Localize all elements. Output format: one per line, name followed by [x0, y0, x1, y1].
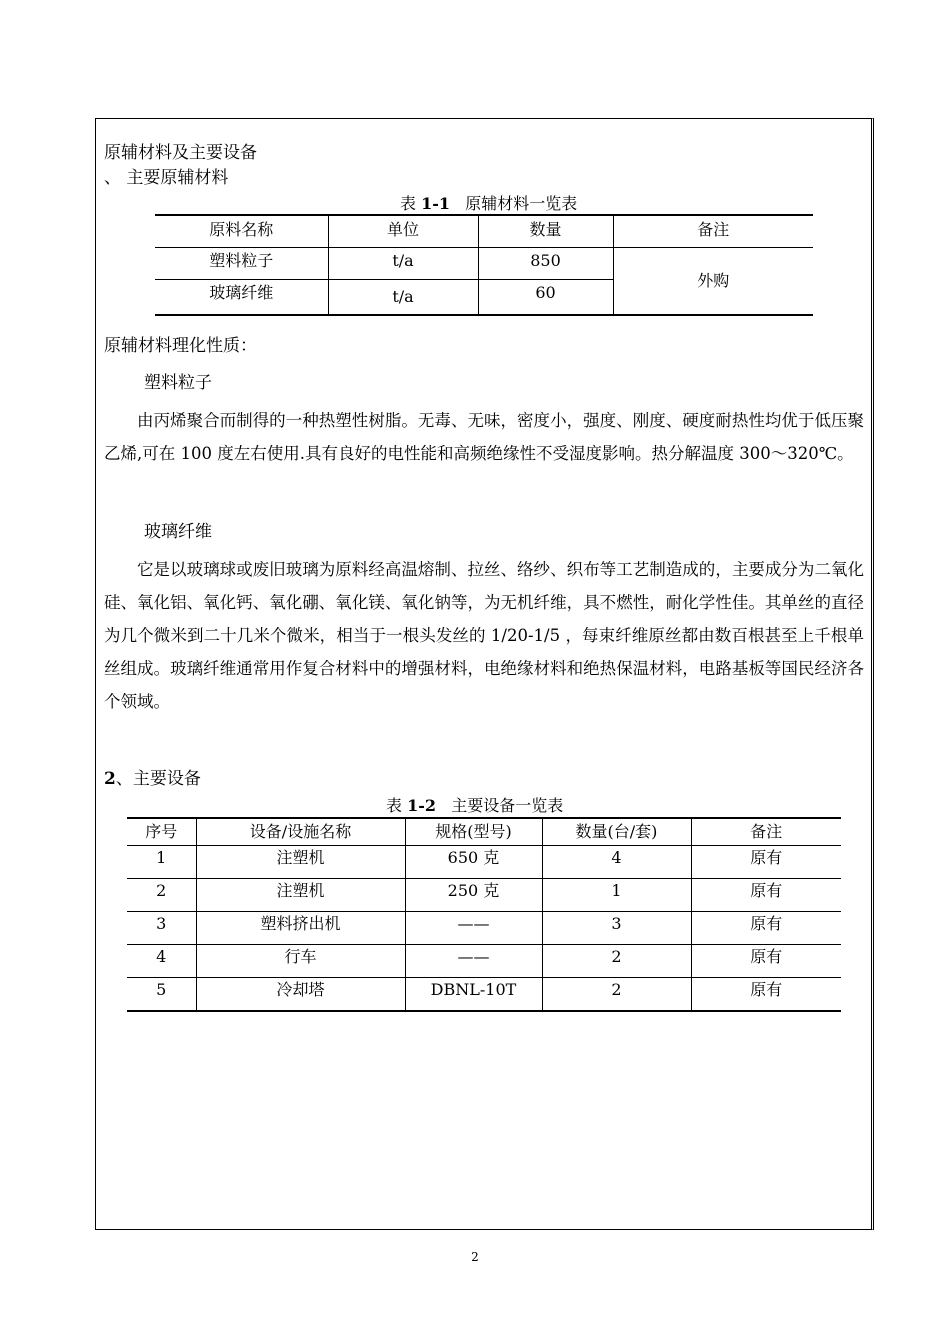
caption-title: 主要设备一览表 [451, 796, 564, 815]
table-cell: —— [405, 945, 542, 978]
table-cell: 原有 [691, 912, 841, 945]
caption-prefix: 表 [386, 796, 403, 815]
header-cell: 原料名称 [155, 215, 328, 248]
caption-title: 原辅材料一览表 [465, 194, 578, 213]
caption-number: 1-1 [421, 194, 451, 213]
subsection-title: 、 主要原辅材料 [104, 168, 229, 188]
table-cell: 3 [127, 912, 196, 945]
table-cell: t/a [328, 280, 478, 316]
item2-title: 玻璃纤维 [144, 522, 212, 542]
table-cell: 3 [542, 912, 691, 945]
heading-text: 、主要设备 [115, 769, 201, 789]
table-cell: 注塑机 [196, 846, 405, 879]
table-cell: 玻璃纤维 [155, 280, 328, 316]
table-cell: 冷却塔 [196, 978, 405, 1012]
item1-text: 由丙烯聚合而制得的一种热塑性树脂。无毒、无味，密度小，强度、刚度、硬度耐热性均优于低压聚乙烯,可在 100 度左右使用.具有良好的电性能和高频绝缘性不受湿度影响。热分解温度 300～320℃。 [104, 411, 864, 463]
item1-title: 塑料粒子 [144, 373, 212, 393]
table-row [127, 978, 841, 1012]
table-cell: 原有 [691, 945, 841, 978]
table-cell: 650 克 [405, 846, 542, 879]
header-cell: 数量(台/套) [542, 818, 691, 846]
page-number: 2 [471, 1250, 479, 1264]
table-cell: —— [405, 912, 542, 945]
table-row [127, 879, 841, 912]
heading-number: 2 [104, 769, 116, 789]
table-cell: 60 [478, 280, 613, 316]
raw-materials-table [155, 214, 813, 316]
header-cell: 数量 [478, 215, 613, 248]
table-cell: 塑料挤出机 [196, 912, 405, 945]
table-cell: 原有 [691, 978, 841, 1012]
table-cell: 5 [127, 978, 196, 1012]
table-cell: 2 [127, 879, 196, 912]
table-header-row [127, 818, 841, 846]
table-cell: 850 [478, 248, 613, 280]
table-cell: 1 [127, 846, 196, 879]
table-cell: 250 克 [405, 879, 542, 912]
table-row [155, 248, 813, 280]
table-cell: 2 [542, 978, 691, 1012]
table-cell: 2 [542, 945, 691, 978]
table-header-row [155, 215, 813, 248]
table-row [127, 945, 841, 978]
header-cell: 序号 [127, 818, 196, 846]
table-cell: 行车 [196, 945, 405, 978]
header-cell: 规格(型号) [405, 818, 542, 846]
table-cell: 注塑机 [196, 879, 405, 912]
caption-number: 1-2 [407, 796, 437, 815]
caption-prefix: 表 [400, 194, 417, 213]
header-cell: 备注 [613, 215, 813, 248]
table-cell: 4 [542, 846, 691, 879]
table-row [127, 912, 841, 945]
item2-text: 它是以玻璃球或废旧玻璃为原料经高温熔制、拉丝、络纱、织布等工艺制造成的，主要成分为二氧化硅、氧化铝、氧化钙、氧化硼、氧化镁、氧化钠等，为无机纤维，具不燃性，耐化学性佳。其单丝的直径为几个微米到二十几米个微米，相当于一根头发丝的 1/20-1/5 ，每束纤维原丝都由数百根甚至上千根单丝组成。玻璃纤维通常用作复合材料中的增强材料，电绝缘材料和绝热保温材料，电路基板等国民经济各个领域。 [104, 560, 864, 711]
table1-caption [400, 191, 577, 214]
equipment-heading [104, 769, 201, 789]
table-cell: 1 [542, 879, 691, 912]
table-row [127, 846, 841, 879]
table-cell: DBNL-10T [405, 978, 542, 1012]
properties-heading: 原辅材料理化性质： [104, 336, 257, 356]
header-cell: 备注 [691, 818, 841, 846]
section-title: 原辅材料及主要设备 [104, 143, 257, 163]
table-cell: t/a [328, 248, 478, 280]
equipment-table [127, 817, 841, 1012]
table-cell: 塑料粒子 [155, 248, 328, 280]
table2-caption [386, 793, 563, 816]
table-cell: 原有 [691, 846, 841, 879]
header-cell: 单位 [328, 215, 478, 248]
table-cell: 4 [127, 945, 196, 978]
header-cell: 设备/设施名称 [196, 818, 405, 846]
table-cell: 原有 [691, 879, 841, 912]
table-cell-note: 外购 [613, 248, 813, 316]
